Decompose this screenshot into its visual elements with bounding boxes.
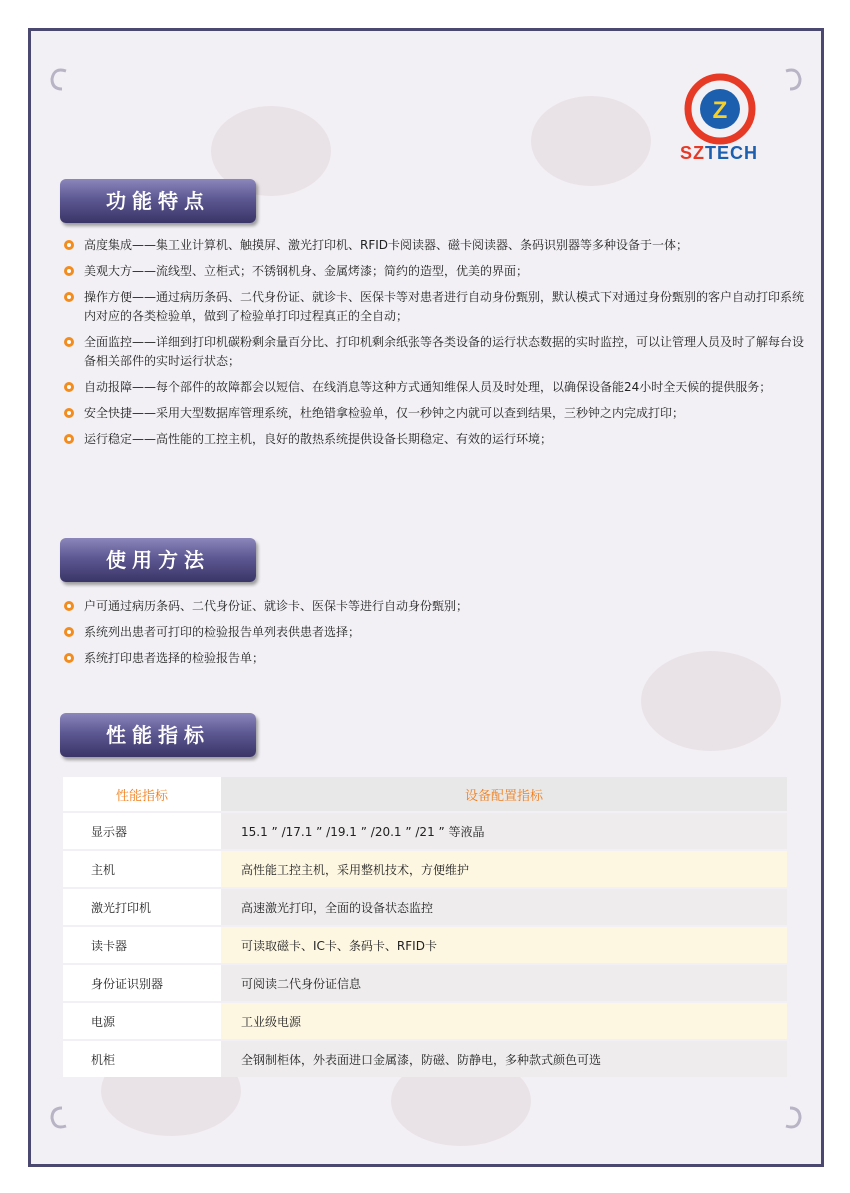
feature-text: 运行稳定——高性能的工控主机，良好的散热系统提供设备长期稳定、有效的运行环境； [84,432,553,446]
bullet-icon [64,240,74,250]
spec-value-cell: 可读取磁卡、IC卡、条码卡、RFID卡 [221,927,787,963]
list-item [64,649,804,668]
table-row [63,1003,787,1039]
features-heading: 功能特点 [60,179,256,223]
usage-heading: 使用方法 [60,538,256,582]
spec-name-cell: 主机 [63,851,221,887]
logo-wordmark [680,143,758,164]
usage-text: 系统打印患者选择的检验报告单； [84,651,265,665]
bullet-icon [64,382,74,392]
spec-name-cell: 显示器 [63,813,221,849]
feature-text: 美观大方——流线型、立柜式；不锈钢机身、金属烤漆；简约的造型，优美的界面； [84,264,529,278]
bullet-icon [64,653,74,663]
list-item [64,262,804,281]
table-row [63,965,787,1001]
spec-value-cell: 工业级电源 [221,1003,787,1039]
spec-name-cell: 激光打印机 [63,889,221,925]
spec-name-cell: 读卡器 [63,927,221,963]
list-item [64,288,804,326]
list-item [64,623,804,642]
table-row [63,1041,787,1077]
spec-value-cell: 高速激光打印，全面的设备状态监控 [221,889,787,925]
feature-text: 全面监控——详细到打印机碳粉剩余量百分比、打印机剩余纸张等各类设备的运行状态数据的实时监控，可以让管理人员及时了解每台设备相关部件的实时运行状态； [84,335,805,368]
table-row [63,927,787,963]
bullet-icon [64,601,74,611]
spec-value-cell: 15.1 ” /17.1 ” /19.1 ” /20.1 ” /21 ” 等液晶 [221,813,787,849]
feature-text: 安全快捷——采用大型数据库管理系统，杜绝错拿检验单，仅一秒钟之内就可以查到结果，三秒钟之内完成打印； [84,406,685,420]
bullet-icon [64,627,74,637]
bullet-icon [64,337,74,347]
usage-text: 户可通过病历条码、二代身份证、就诊卡、医保卡等进行自动身份甄别； [84,599,469,613]
table-row [63,889,787,925]
spec-name-cell: 电源 [63,1003,221,1039]
table-header-row [63,777,787,811]
feature-text: 操作方便——通过病历条码、二代身份证、就诊卡、医保卡等对患者进行自动身份甄别，默认模式下对通过身份甄别的客户自动打印系统内对应的各类检验单，做到了检验单打印过程真正的全自动； [84,290,805,323]
list-item [64,236,804,255]
features-list [64,236,804,449]
spec-name-cell: 身份证识别器 [63,965,221,1001]
spec-name-cell: 机柜 [63,1041,221,1077]
spec-value-cell: 可阅读二代身份证信息 [221,965,787,1001]
spec-value-cell: 全钢制柜体，外表面进口金属漆，防磁、防静电，多种款式颜色可选 [221,1041,787,1077]
list-item [64,333,804,371]
bullet-icon [64,292,74,302]
list-item [64,404,804,423]
feature-text: 高度集成——集工业计算机、触摸屏、激光打印机、RFID卡阅读器、磁卡阅读器、条码识别器等多种设备于一体； [84,238,689,252]
list-item [64,597,804,616]
list-item [64,378,804,397]
specs-heading: 性能指标 [60,713,256,757]
bullet-icon [64,266,74,276]
table-row [63,851,787,887]
logo-text-sz: SZ [680,143,706,163]
bullet-icon [64,434,74,444]
table-row [63,813,787,849]
feature-text: 自动报障——每个部件的故障都会以短信、在线消息等这种方式通知维保人员及时处理，以确保设备能24小时全天候的提供服务； [84,380,772,394]
specs-table [63,775,787,1079]
usage-text: 系统列出患者可打印的检验报告单列表供患者选择； [84,625,361,639]
svg-text:Z: Z [712,97,728,124]
usage-list [64,597,804,668]
bullet-icon [64,408,74,418]
logo-text-tech: TECH [705,143,759,163]
spec-value-cell: 高性能工控主机，采用整机技术，方便维护 [221,851,787,887]
list-item [64,430,804,449]
column-header: 性能指标 [63,777,221,811]
column-header: 设备配置指标 [221,777,787,811]
